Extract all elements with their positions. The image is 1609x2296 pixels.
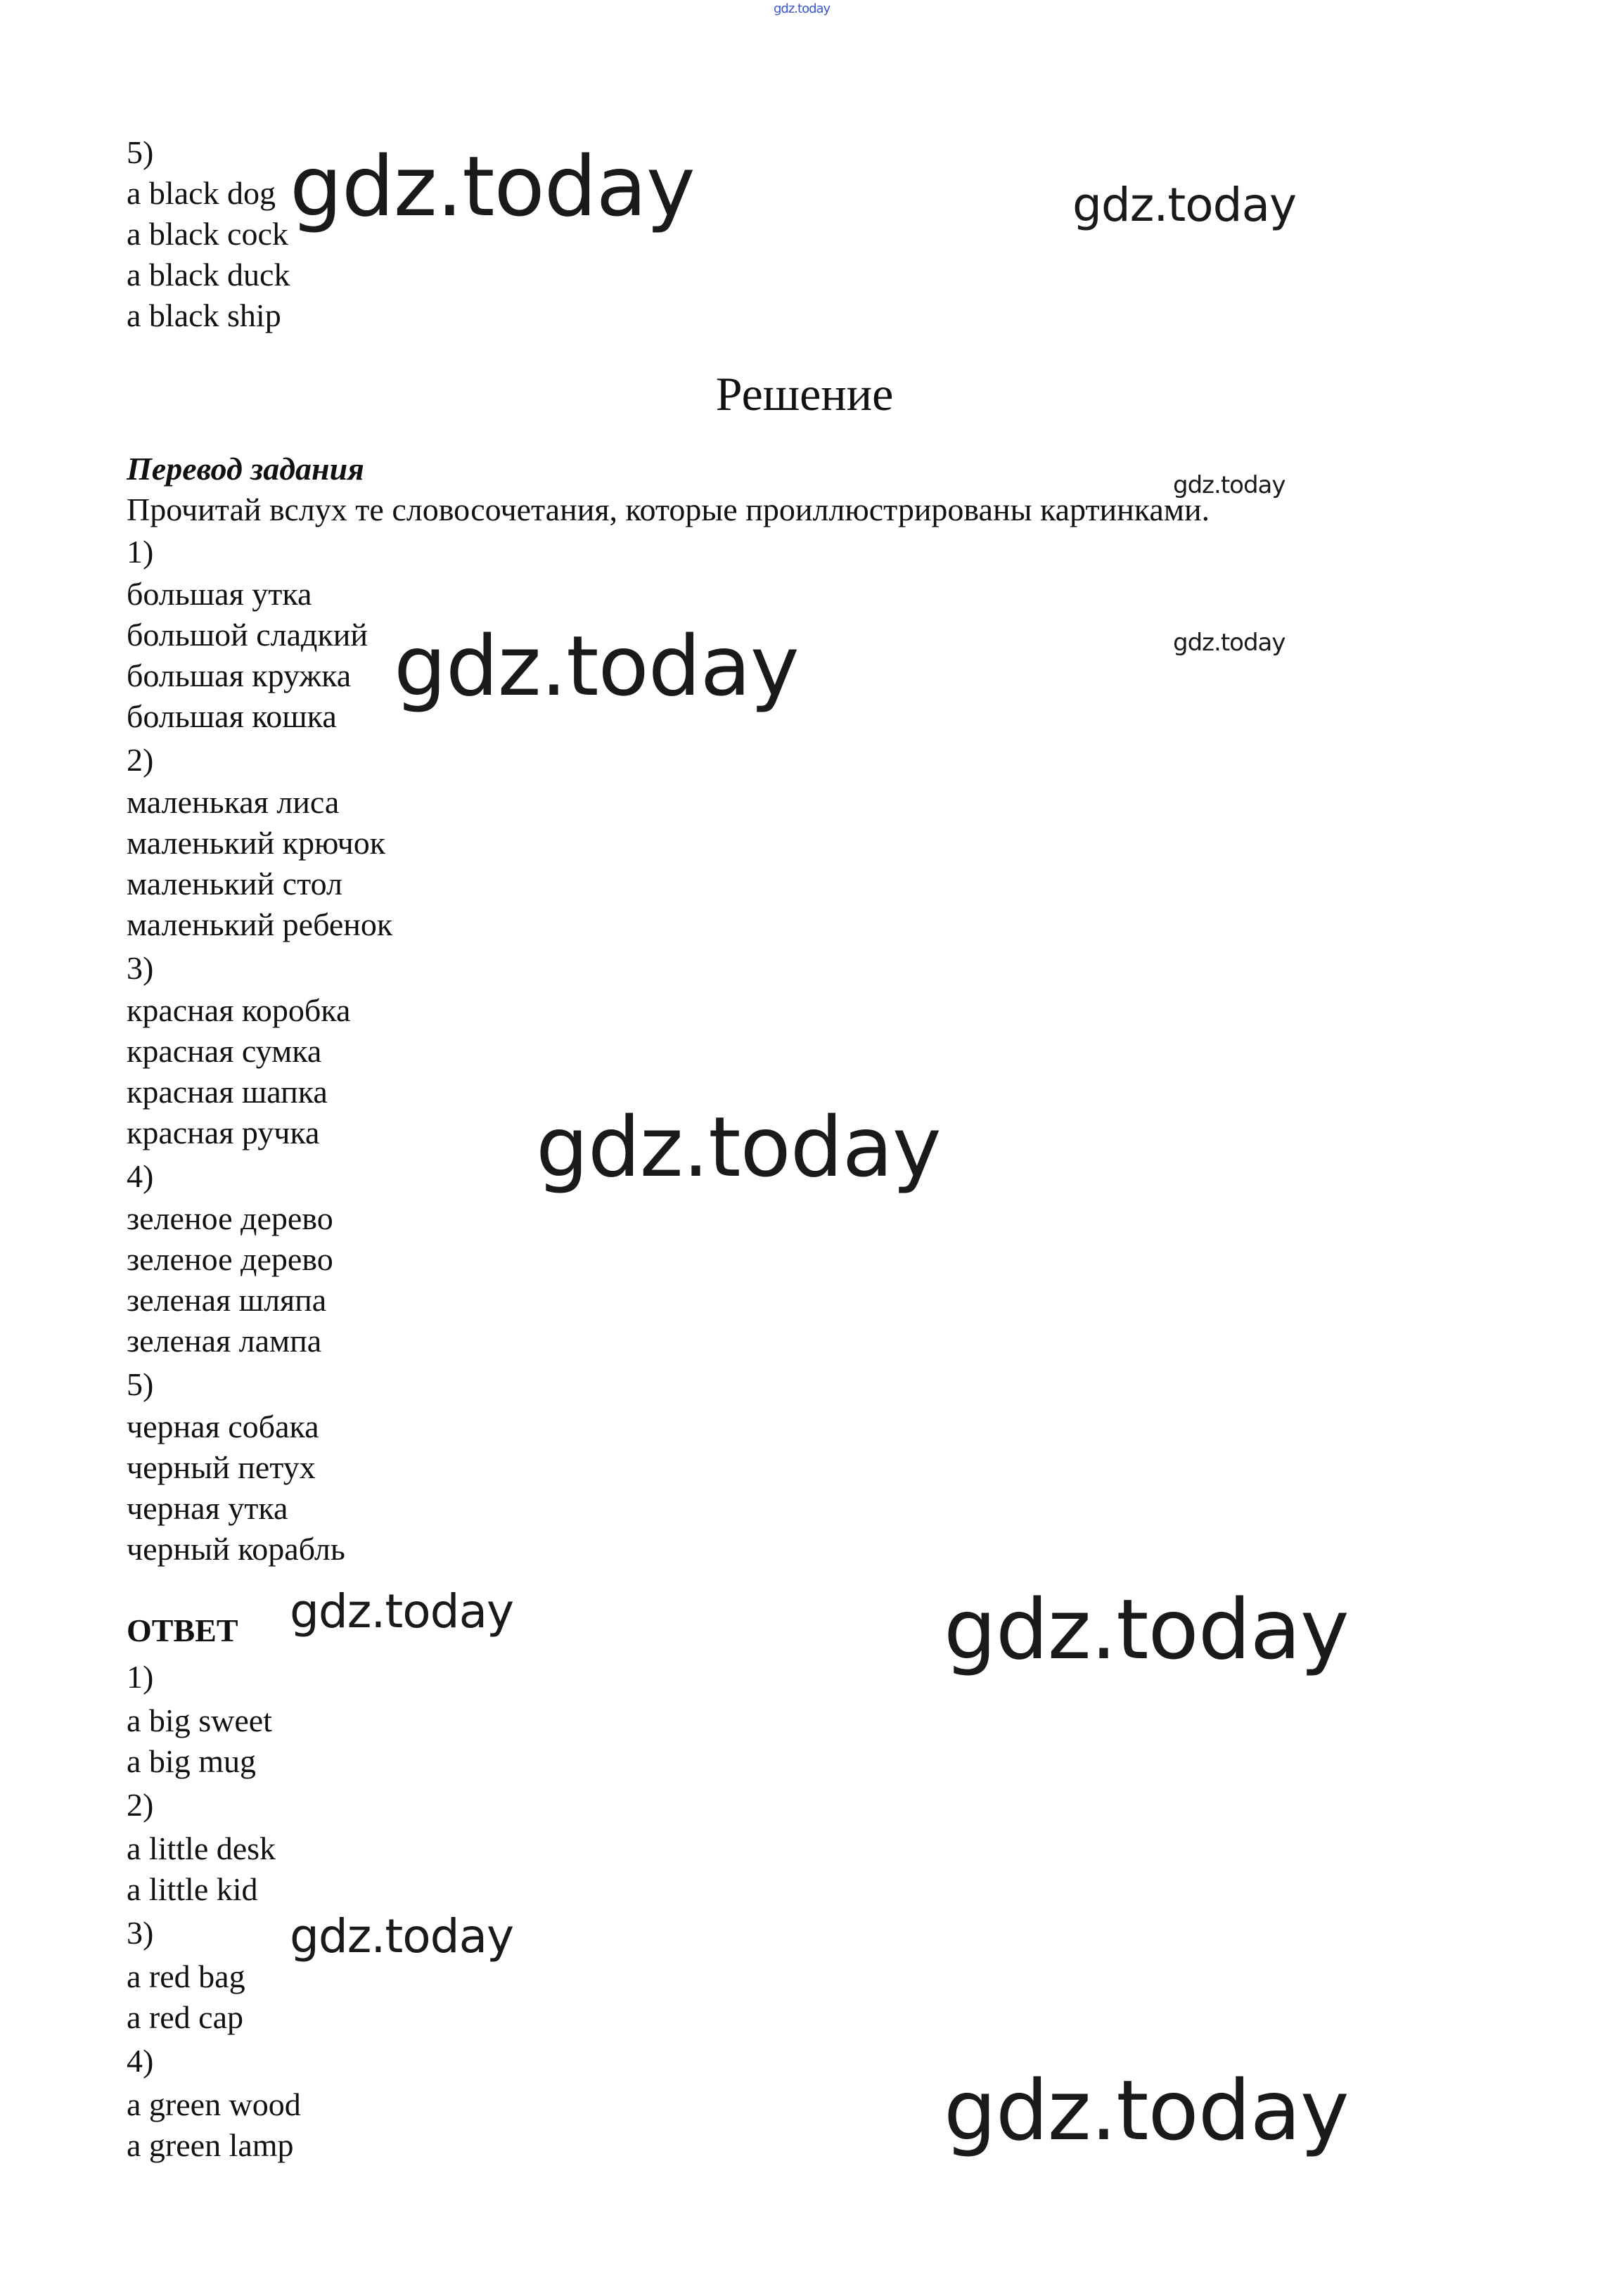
list-item: большая кружка [127, 658, 352, 693]
list-item: a black ship [127, 297, 281, 333]
answer-group-number: 2) [127, 1787, 154, 1823]
translation-group-number: 1) [127, 534, 154, 570]
answer-group-number: 3) [127, 1915, 154, 1951]
solution-title: Решение [715, 367, 894, 421]
list-item: маленький стол [127, 866, 342, 902]
list-item: зеленое дерево [127, 1241, 333, 1277]
translation-group-number: 5) [127, 1366, 154, 1402]
list-item: зеленое дерево [127, 1200, 333, 1236]
top-group-number: 5) [127, 134, 154, 170]
list-item: зеленая лампа [127, 1323, 322, 1359]
list-item: a red bag [127, 1958, 245, 1994]
watermark: gdz.today [1173, 629, 1286, 657]
list-item: a big sweet [127, 1702, 272, 1738]
answer-group-number: 4) [127, 2043, 154, 2079]
list-item: маленькая лиса [127, 784, 340, 820]
watermark: gdz.today [1173, 471, 1286, 499]
watermark: gdz.today [290, 1584, 514, 1638]
list-item: большой сладкий [127, 617, 368, 653]
watermark-top-tiny: gdz.today [774, 1, 831, 16]
list-item: красная сумка [127, 1033, 322, 1069]
watermark: gdz.today [944, 1581, 1349, 1678]
watermark: gdz.today [290, 138, 695, 235]
list-item: a green lamp [127, 2127, 294, 2163]
list-item: большая кошка [127, 698, 337, 734]
list-item: черная утка [127, 1490, 288, 1526]
list-item: красная шапка [127, 1074, 328, 1110]
list-item: a black duck [127, 257, 290, 293]
translation-group-number: 2) [127, 742, 154, 778]
translation-heading: Перевод задания [127, 451, 364, 487]
answer-heading: ОТВЕТ [127, 1612, 238, 1648]
list-item: a big mug [127, 1743, 256, 1779]
list-item: черный петух [127, 1449, 316, 1485]
list-item: большая утка [127, 576, 312, 612]
watermark: gdz.today [536, 1098, 941, 1195]
watermark: gdz.today [1072, 178, 1297, 232]
list-item: a red cap [127, 1999, 243, 2035]
translation-group-number: 3) [127, 950, 154, 986]
translation-instruction: Прочитай вслух те словосочетания, которые проиллюстрированы картинками. [127, 492, 1210, 527]
answer-group-number: 1) [127, 1659, 154, 1695]
watermark: gdz.today [394, 617, 799, 714]
watermark: gdz.today [290, 1909, 514, 1963]
list-item: a black cock [127, 216, 288, 252]
list-item: зеленая шляпа [127, 1282, 327, 1318]
list-item: a green wood [127, 2086, 301, 2122]
list-item: a black dog [127, 175, 276, 211]
list-item: черный корабль [127, 1531, 345, 1567]
watermark: gdz.today [944, 2062, 1349, 2159]
list-item: a little desk [127, 1830, 276, 1866]
list-item: маленький крючок [127, 825, 386, 861]
list-item: красная ручка [127, 1115, 320, 1150]
list-item: красная коробка [127, 992, 351, 1028]
list-item: a little kid [127, 1871, 258, 1907]
translation-group-number: 4) [127, 1158, 154, 1194]
list-item: черная собака [127, 1409, 319, 1444]
list-item: маленький ребенок [127, 906, 393, 942]
